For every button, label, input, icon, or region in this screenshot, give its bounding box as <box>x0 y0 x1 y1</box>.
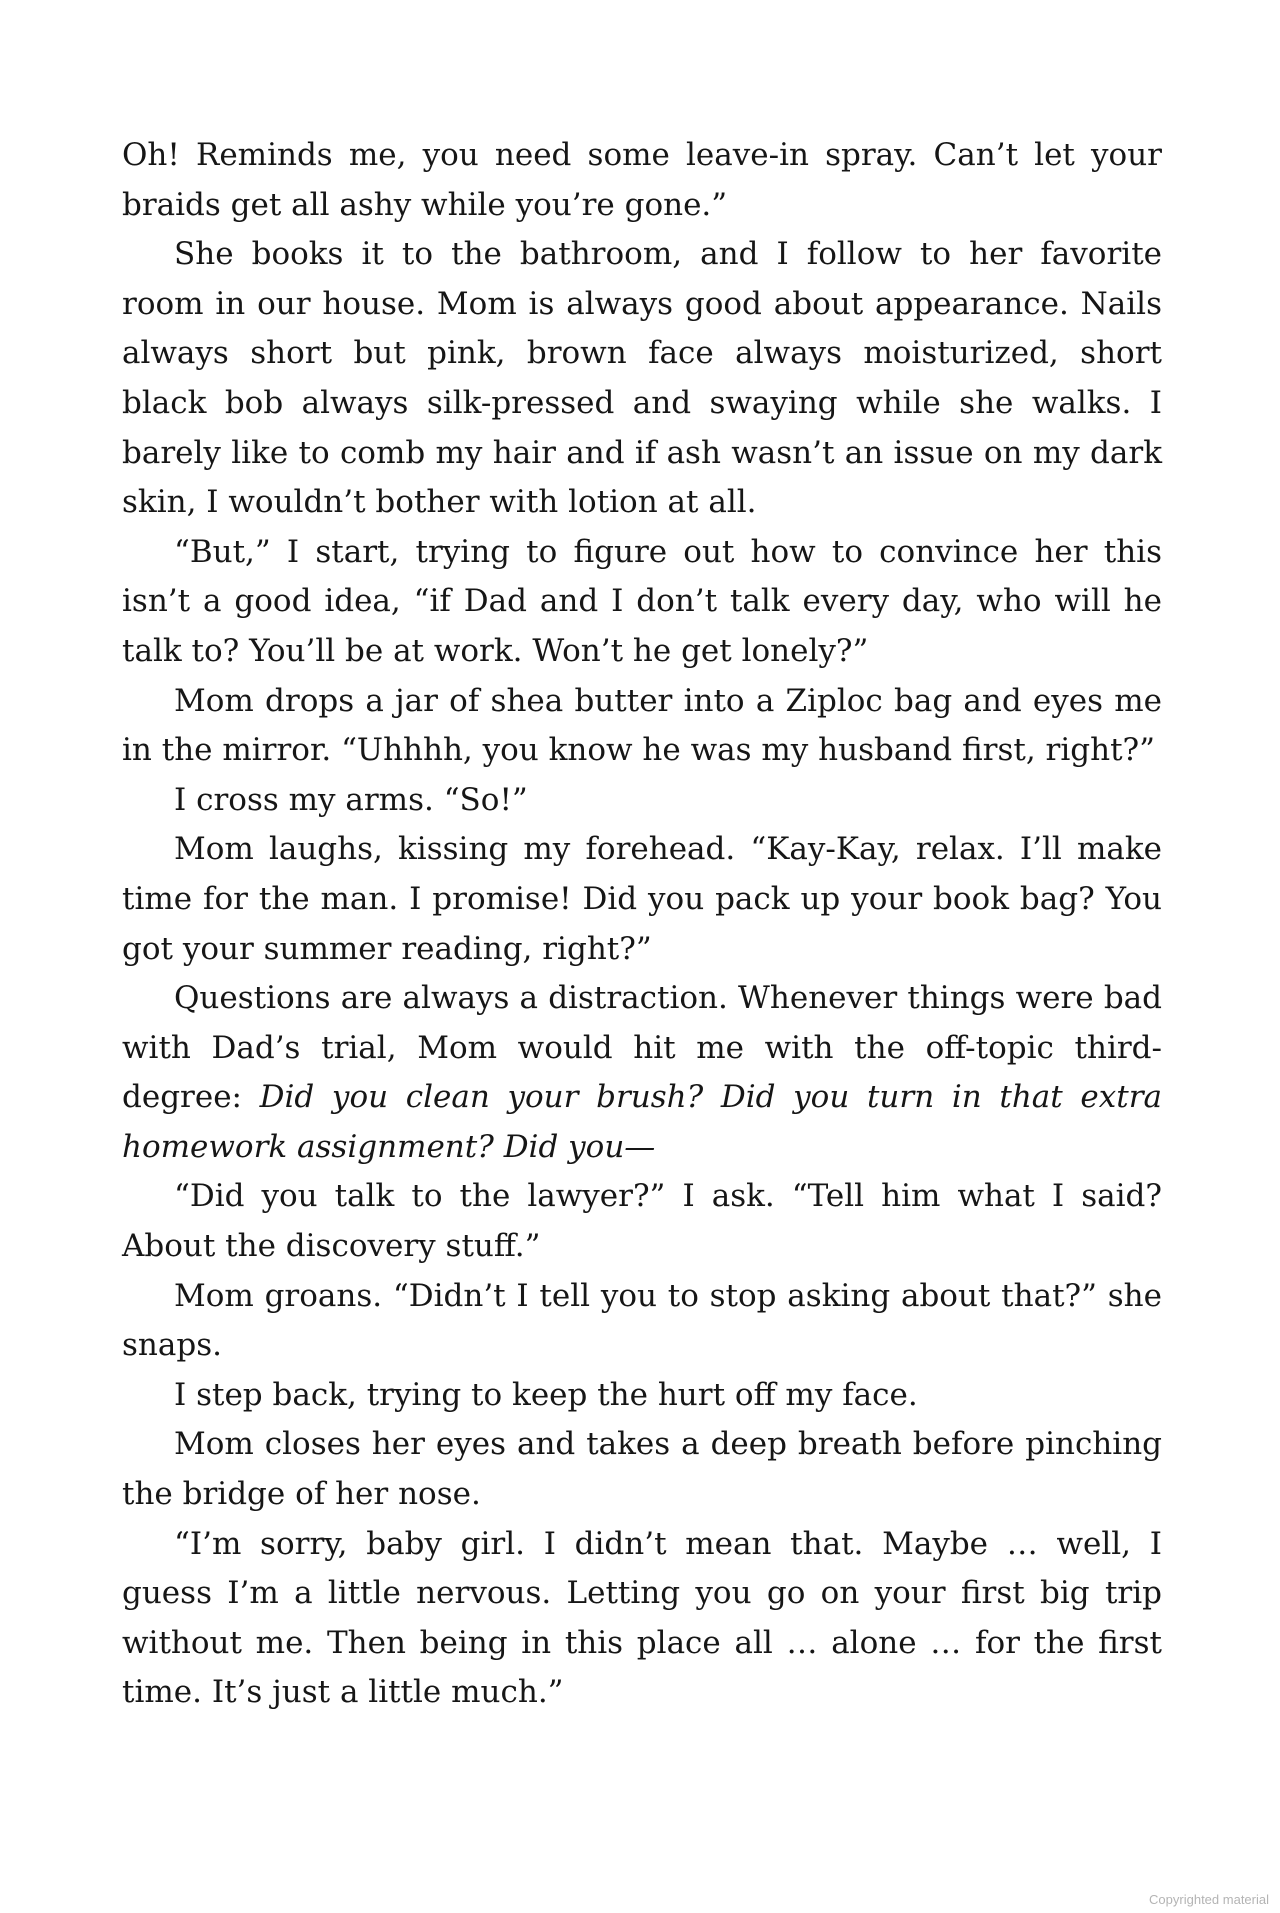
paragraph: Mom drops a jar of shea butter into a Ziploc bag and eyes me in the mirror. “Uhhhh, you know he was my husband first, right?” <box>122 682 1162 769</box>
paragraph: Mom laughs, kissing my forehead. “Kay-Kay, relax. I’ll make time for the man. I promise! Did you pack up your book bag? You got your summer reading, right?” <box>122 831 1162 967</box>
paragraph: I step back, trying to keep the hurt off my face. <box>174 1376 918 1413</box>
paragraph: “I’m sorry, baby girl. I didn’t mean that. Maybe … well, I guess I’m a little nervous. Letting you go on your first big trip without me. Then being in this place all … alone … for the first time. It’s just a little much.” <box>122 1525 1162 1711</box>
paragraph: “Did you talk to the lawyer?” I ask. “Tell him what I said? About the discovery stuff.” <box>122 1178 1162 1265</box>
paragraph: I cross my arms. “So!” <box>174 781 528 818</box>
paragraph-with-italics <box>122 974 1162 1172</box>
paragraph-text: Questions are always a distraction. Whenever things were bad with Dad’s trial, Mom would hit me with the off-topic third-degree: <box>122 980 1162 1116</box>
copyright-watermark: Copyrighted material <box>1149 1892 1269 1907</box>
paragraph: Mom closes her eyes and takes a deep breath before pinching the bridge of her nose. <box>122 1426 1162 1513</box>
paragraph: “But,” I start, trying to figure out how to convince her this isn’t a good idea, “if Dad and I don’t talk every day, who will he talk to? You’ll be at work. Won’t he get lonely?” <box>122 533 1162 669</box>
paragraph: Mom groans. “Didn’t I tell you to stop asking about that?” she snaps. <box>122 1277 1162 1364</box>
italic-questions: Did you clean your brush? Did you turn in that extra homework assignment? Did you— <box>122 1079 1162 1165</box>
body-text <box>122 131 1162 1718</box>
paragraph: She books it to the bathroom, and I follow to her favorite room in our house. Mom is always good about appearance. Nails always short but pink, brown face always moisturized, short black bob always silk-pressed and swaying while she walks. I barely like to comb my hair and if ash wasn’t an issue on my dark skin, I wouldn’t bother with lotion at all. <box>122 236 1162 521</box>
paragraph: Oh! Reminds me, you need some leave-in spray. Can’t let your braids get all ashy while you’re gone.” <box>122 137 1162 223</box>
